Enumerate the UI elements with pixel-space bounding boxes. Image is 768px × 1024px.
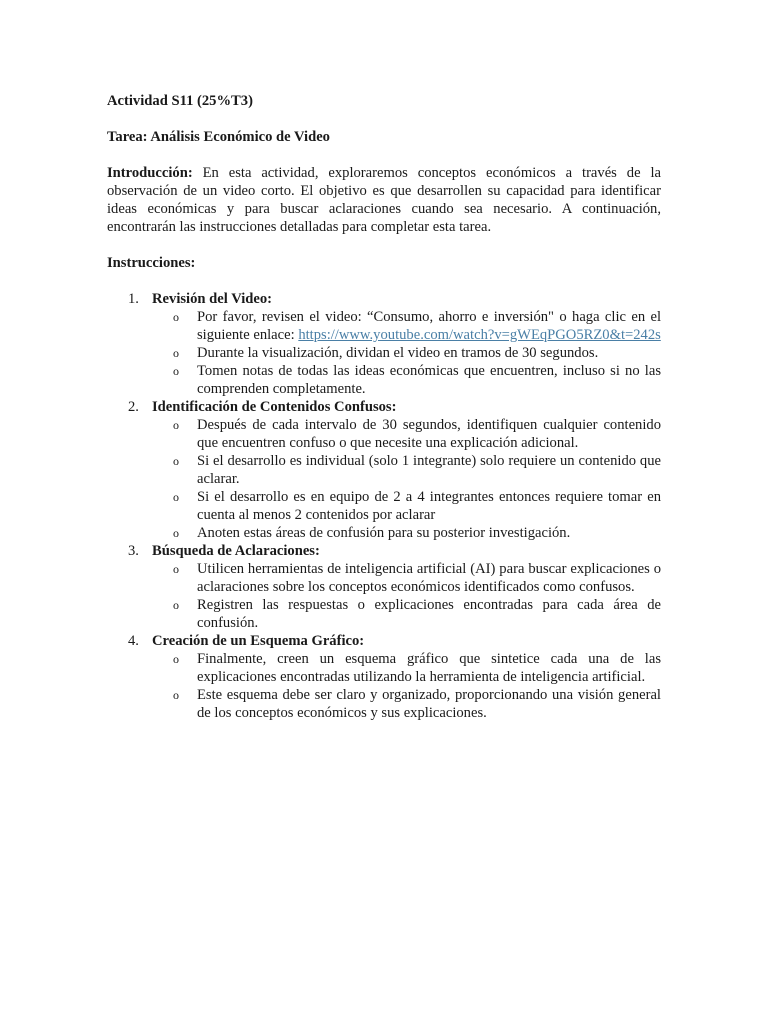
step-3: [107, 542, 661, 632]
list-item: [152, 650, 661, 686]
item-text: Durante la visualización, dividan el video en tramos de 30 segundos.: [197, 345, 599, 361]
list-item: [152, 308, 661, 344]
step-number: 1.: [128, 291, 139, 307]
item-text: Si el desarrollo es en equipo de 2 a 4 integrantes entonces requiere tomar en cuenta al menos 2 contenidos por aclarar: [197, 489, 661, 523]
step-number: 3.: [128, 543, 139, 559]
item-text: Registren las respuestas o explicaciones encontradas para cada área de confusión.: [197, 597, 661, 631]
item-text: Tomen notas de todas las ideas económicas que encuentren, incluso si no las comprenden completamente.: [197, 363, 661, 397]
list-item: [152, 416, 661, 452]
step-title: Revisión del Video:: [152, 291, 272, 307]
bullet-icon: o: [173, 490, 179, 504]
item-text: Si el desarrollo es individual (solo 1 integrante) solo requiere un contenido que aclarar.: [197, 453, 661, 487]
bullet-icon: o: [173, 346, 179, 360]
item-text: Después de cada intervalo de 30 segundos, identifiquen cualquier contenido que encuentren confuso o que necesite una explicación adicional.: [197, 417, 661, 451]
item-text: Este esquema debe ser claro y organizado, proporcionando una visión general de los conceptos económicos y sus explicaciones.: [197, 687, 661, 721]
intro-paragraph: [107, 164, 661, 236]
document-page: [107, 92, 661, 722]
list-item: [152, 560, 661, 596]
list-item: [152, 686, 661, 722]
step-items: [152, 308, 661, 398]
step-items: [152, 416, 661, 542]
step-title: Búsqueda de Aclaraciones:: [152, 543, 320, 559]
bullet-icon: o: [173, 454, 179, 468]
list-item: [152, 344, 661, 362]
task-title: Tarea: Análisis Económico de Video: [107, 129, 330, 145]
bullet-icon: o: [173, 526, 179, 540]
intro-label: Introducción:: [107, 165, 193, 181]
list-item: [152, 362, 661, 398]
step-2: [107, 398, 661, 542]
intro-text: En esta actividad, exploraremos conceptos económicos a través de la observación de un video corto. El objetivo es que desarrollen su capacidad para identificar ideas económicas y para buscar aclaraciones cuando sea necesario. A continuación, encontrarán las instrucciones detalladas para completar esta tarea.: [107, 165, 661, 235]
bullet-icon: o: [173, 310, 179, 324]
list-item: [152, 488, 661, 524]
video-link[interactable]: https://www.youtube.com/watch?v=gWEqPGO5RZ0&t=242s: [298, 327, 661, 343]
step-number: 2.: [128, 399, 139, 415]
bullet-icon: o: [173, 598, 179, 612]
list-item: [152, 596, 661, 632]
step-1: [107, 290, 661, 398]
step-items: [152, 560, 661, 632]
bullet-icon: o: [173, 364, 179, 378]
step-title: Identificación de Contenidos Confusos:: [152, 399, 397, 415]
list-item: [152, 524, 661, 542]
bullet-icon: o: [173, 562, 179, 576]
bullet-icon: o: [173, 418, 179, 432]
step-title: Creación de un Esquema Gráfico:: [152, 633, 365, 649]
item-text: Utilicen herramientas de inteligencia artificial (AI) para buscar explicaciones o aclaraciones sobre los conceptos económicos identificados como confusos.: [197, 561, 661, 595]
step-items: [152, 650, 661, 722]
item-text: Finalmente, creen un esquema gráfico que sintetice cada una de las explicaciones encontradas utilizando la herramienta de inteligencia artificial.: [197, 651, 661, 685]
bullet-icon: o: [173, 652, 179, 666]
step-number: 4.: [128, 633, 139, 649]
item-text: Anoten estas áreas de confusión para su posterior investigación.: [197, 525, 571, 541]
step-4: [107, 632, 661, 722]
instruction-steps: [107, 290, 661, 722]
bullet-icon: o: [173, 688, 179, 702]
item-text: Por favor, revisen el video: “Consumo, ahorro e inversión" o haga clic en el siguiente enlace:: [197, 309, 661, 343]
list-item: [152, 452, 661, 488]
activity-title: Actividad S11 (25%T3): [107, 93, 253, 109]
instructions-heading: Instrucciones:: [107, 255, 196, 271]
